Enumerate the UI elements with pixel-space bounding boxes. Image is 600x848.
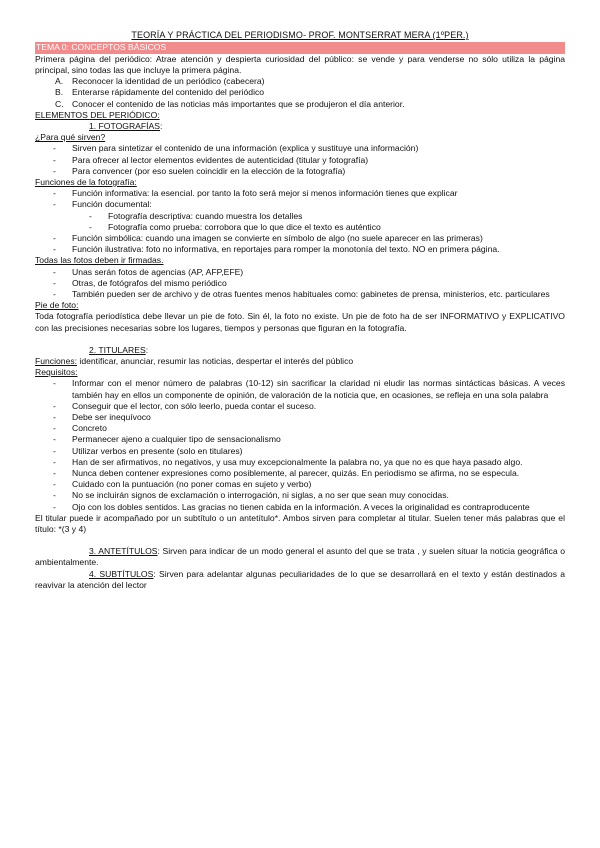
heading-colon: : <box>145 344 149 355</box>
why-heading: ¿Para qué sirven? <box>35 132 106 143</box>
elements-heading: ELEMENTOS DEL PERIÓDICO: <box>35 109 160 120</box>
list-item-text: Enterarse rápidamente del contenido del periódico <box>72 87 265 98</box>
functions-list-continued <box>35 233 565 255</box>
list-item: - Fotografía como prueba: corrobora que lo que dice el texto es auténtico <box>35 222 565 233</box>
section-titulares-heading <box>35 345 565 356</box>
list-item-text: Conocer el contenido de las noticias más importantes que se produjeron el día anterior. <box>72 98 405 109</box>
list-item <box>35 87 565 98</box>
list-marker: B. <box>55 87 64 98</box>
requirements-heading: Requisitos: <box>35 367 78 378</box>
list-item: - Han de ser afirmativos, no negativos, y usa muy excepcionalmente la palabra no, ya que no es que haya pasado algo. <box>35 457 565 468</box>
signed-heading: Todas las fotos deben ir firmadas. <box>35 255 164 266</box>
list-item: - Unas serán fotos de agencias (AP, AFP,EFE) <box>35 267 565 278</box>
section-subtitulos <box>35 569 565 591</box>
signed-list <box>35 267 565 301</box>
list-item: - Ojo con los dobles sentidos. Las gracias no tienen cabida en la información. A veces la originalidad es contraproducente <box>35 502 565 513</box>
section-title: 2. TITULARES <box>89 344 146 355</box>
list-item: - Función informativa: la esencial. por tanto la foto será mejor si menos información tienes que explicar <box>35 188 565 199</box>
section-fotos-heading <box>35 121 565 132</box>
list-item: - Debe ser inequívoco <box>35 412 565 423</box>
list-item: - Cuidado con la puntuación (no poner comas en sujeto y verbo) <box>35 479 565 490</box>
functions-label: Funciones: <box>35 355 78 366</box>
list-marker: C. <box>55 98 64 109</box>
list-item: - Informar con el menor número de palabras (10-12) sin sacrificar la claridad ni eludir las normas sintácticas básicas. A veces también hay en ellos un componente de opinión, de valoración de la noticia que, en ocasiones, se refleja en una sola palabra <box>35 378 565 400</box>
list-item: - Para ofrecer al lector elementos evidentes de autenticidad (titular y fotografía) <box>35 155 565 166</box>
functions-list <box>35 188 565 210</box>
section-title: 3. ANTETÍTULOS <box>89 546 158 557</box>
documental-sublist <box>35 211 565 233</box>
list-item: - Conseguir que el lector, con sólo leerlo, pueda contar el suceso. <box>35 401 565 412</box>
why-list <box>35 143 565 177</box>
section-text: : Sirven para indicar de un modo general el asunto del que se trata , y suelen situar la noticia geográfica o ambientalmente. <box>35 546 565 568</box>
list-item: - Para convencer (por eso suelen coincidir en la elección de la fotografía) <box>35 166 565 177</box>
functions-heading: Funciones de la fotografía: <box>35 176 137 187</box>
intro-list <box>35 76 565 110</box>
list-item: - Concreto <box>35 423 565 434</box>
caption-heading: Pie de foto: <box>35 300 79 311</box>
list-item: - No se incluirán signos de exclamación o interrogación, ni siglas, a no ser que sean muy conocidas. <box>35 490 565 501</box>
requirements-list <box>35 378 565 512</box>
list-marker: A. <box>55 76 64 87</box>
list-item: - Fotografía descriptiva: cuando muestra los detalles <box>35 211 565 222</box>
list-item <box>35 99 565 110</box>
section-antetitulos <box>35 546 565 568</box>
list-item: - Función ilustrativa: foto no informativa, en reportajes para romper la monotonía del texto. NO en primera página. <box>35 244 565 255</box>
functions-text: identificar, anunciar, resumir las noticias, despertar el interés del público <box>77 355 354 366</box>
section-title: 1. FOTOGRAFÍAS <box>89 120 160 131</box>
list-item-text: Función documental: <box>72 199 152 210</box>
list-item: - Sirven para sintetizar el contenido de una información (explica y sustituye una información) <box>35 143 565 154</box>
heading-colon: : <box>160 120 163 131</box>
list-item: - Utilizar verbos en presente (solo en titulares) <box>35 446 565 457</box>
document-page <box>35 30 565 591</box>
list-item: - También pueden ser de archivo y de otras fuentes menos habituales como: gabinetes de prensa, ministerios, etc. particulares <box>35 289 565 300</box>
titulares-closing: El titular puede ir acompañado por un subtítulo o un antetítulo*. Ambos sirven para completar al titular. Suelen tener más palabras que el título: *(3 y 4) <box>35 512 565 535</box>
topic-band: TEMA 0: CONCEPTOS BÁSICOS <box>35 42 565 54</box>
titulares-functions <box>35 356 565 367</box>
caption-paragraph: Toda fotografía periodística debe llevar un pie de foto. Sin él, la foto no existe. Un pie de foto ha de ser INFORMATIVO y EXPLICATIVO con las precisiones necesarias sobre los lugares, tiempos y personas que figuran en la fotografía. <box>35 311 565 333</box>
section-text: : Sirven para adelantar algunas peculiaridades de lo que se desarrollará en el texto y están destinados a reavivar la atención del lector <box>35 568 566 590</box>
list-item <box>35 76 565 87</box>
list-item <box>35 199 565 210</box>
list-item: - Permanecer ajeno a cualquier tipo de sensacionalismo <box>35 434 565 445</box>
document-title: TEORÍA Y PRÁCTICA DEL PERIODISMO- PROF. MONTSERRAT MERA (1ºPER.) <box>131 30 469 40</box>
list-item: - Nunca deben contener expresiones como posiblemente, al parecer, quizás. En periodismo se afirma, no se especula. <box>35 468 565 479</box>
list-item: - Función simbólica: cuando una imagen se convierte en símbolo de algo (no suele aparecer en las primeras) <box>35 233 565 244</box>
section-title: 4. SUBTÍTULOS <box>89 568 154 579</box>
list-item: - Otras, de fotógrafos del mismo periódico <box>35 278 565 289</box>
list-item-text: Reconocer la identidad de un periódico (cabecera) <box>72 76 265 87</box>
intro-paragraph: Primera página del periódico: Atrae atención y despierta curiosidad del público: se vende y para venderse no sólo utiliza la página principal, sino todas las que incluye la primera página. <box>35 53 565 75</box>
